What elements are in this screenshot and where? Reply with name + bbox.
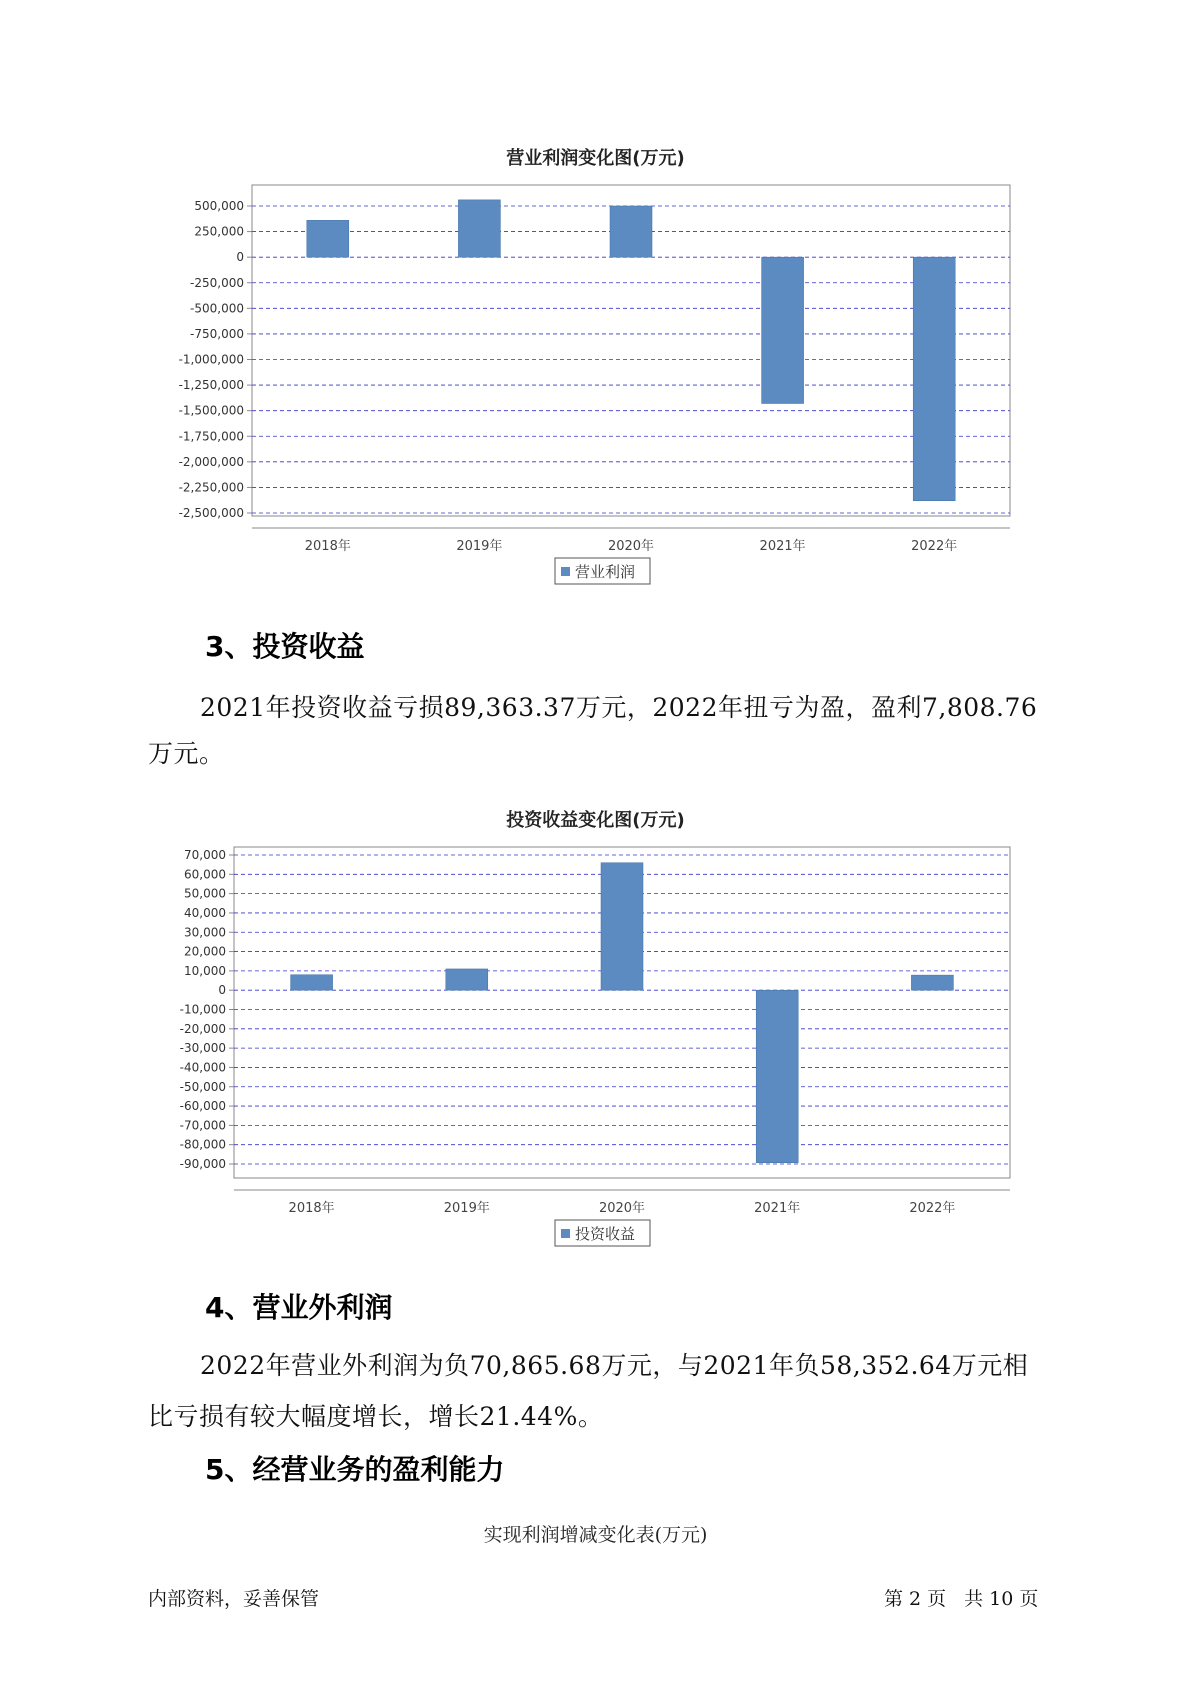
legend-swatch — [561, 1229, 570, 1238]
x-tick-label: 2020年 — [607, 539, 655, 554]
para-investment-line1: 2021年投资收益亏损89,363.37万元，2022年扭亏为盈，盈利7,808.76 — [200, 693, 1038, 722]
y-tick-label: -250,000 — [190, 275, 244, 290]
x-tick-label: 2018年 — [288, 1201, 335, 1216]
para-investment-line2: 万元。 — [148, 739, 225, 768]
x-tick-label: 2021年 — [759, 539, 806, 554]
y-tick-label: -1,750,000 — [178, 429, 244, 444]
page-unit: 页 — [927, 1588, 947, 1610]
y-tick-label: -750,000 — [190, 326, 244, 341]
y-tick-label: 0 — [218, 983, 226, 998]
y-tick-label: -2,000,000 — [178, 454, 244, 469]
page-num: 2 — [909, 1588, 922, 1610]
y-tick-label: 70,000 — [184, 848, 226, 862]
y-tick-label: 500,000 — [194, 199, 244, 213]
legend-label: 营业利润 — [575, 563, 636, 581]
y-tick-label: -10,000 — [179, 1002, 226, 1017]
y-tick-label: 0 — [236, 250, 244, 265]
x-tick-label: 2018年 — [304, 539, 351, 554]
bar-2020年 — [601, 863, 643, 990]
heading-business-profitability: 5、经营业务的盈利能力 — [205, 1453, 505, 1486]
y-tick-label: 40,000 — [184, 905, 226, 920]
footer-confidential: 内部资料，妥善保管 — [148, 1588, 320, 1610]
y-tick-label: 50,000 — [184, 886, 226, 901]
y-tick-label: -2,250,000 — [178, 480, 244, 495]
y-tick-label: -2,500,000 — [178, 506, 244, 520]
y-tick-label: 250,000 — [194, 224, 244, 239]
x-tick-label: 2022年 — [911, 539, 958, 554]
total-num: 10 — [989, 1588, 1014, 1610]
y-tick-label: -80,000 — [179, 1137, 226, 1152]
y-tick-label: -50,000 — [179, 1079, 226, 1094]
x-tick-label: 2020年 — [598, 1201, 646, 1216]
y-tick-label: -20,000 — [179, 1021, 226, 1036]
heading-investment-income: 3、投资收益 — [205, 630, 365, 663]
y-tick-label: 20,000 — [184, 944, 226, 959]
y-tick-label: -1,000,000 — [178, 352, 244, 367]
chart-title-investment-income: 投资收益变化图(万元) — [506, 810, 685, 831]
x-tick-label: 2019年 — [443, 1201, 490, 1216]
bar-2019年 — [446, 969, 488, 990]
para-non-operating-line2: 比亏损有较大幅度增长，增长21.44%。 — [148, 1402, 604, 1431]
chart-title-operating-profit: 营业利润变化图(万元) — [506, 148, 685, 169]
bar-2022年 — [911, 975, 953, 990]
y-tick-label: 30,000 — [184, 925, 226, 940]
y-tick-label: -30,000 — [179, 1041, 226, 1056]
bar-2021年 — [756, 990, 798, 1163]
y-tick-label: 60,000 — [184, 867, 226, 882]
y-tick-label: -1,500,000 — [178, 403, 244, 418]
y-tick-label: -70,000 — [179, 1118, 226, 1133]
page-prefix: 第 — [884, 1588, 904, 1610]
table-caption: 实现利润增减变化表(万元) — [483, 1524, 708, 1546]
x-tick-label: 2022年 — [909, 1201, 956, 1216]
y-tick-label: -1,250,000 — [178, 378, 244, 393]
x-tick-label: 2019年 — [456, 539, 503, 554]
y-tick-label: 10,000 — [184, 963, 226, 978]
para-non-operating-line1: 2022年营业外利润为负70,865.68万元，与2021年负58,352.64万元相 — [200, 1351, 1029, 1380]
bar-2018年 — [291, 975, 333, 990]
y-tick-label: -40,000 — [179, 1060, 226, 1075]
total-prefix: 共 — [964, 1588, 984, 1610]
heading-non-operating-profit: 4、营业外利润 — [205, 1291, 393, 1324]
y-tick-label: -90,000 — [179, 1157, 226, 1171]
legend-label: 投资收益 — [575, 1225, 636, 1243]
total-unit: 页 — [1019, 1588, 1039, 1610]
y-tick-label: -60,000 — [179, 1099, 226, 1114]
x-tick-label: 2021年 — [754, 1201, 801, 1216]
y-tick-label: -500,000 — [190, 301, 244, 316]
footer-page-number — [884, 1584, 1044, 1611]
